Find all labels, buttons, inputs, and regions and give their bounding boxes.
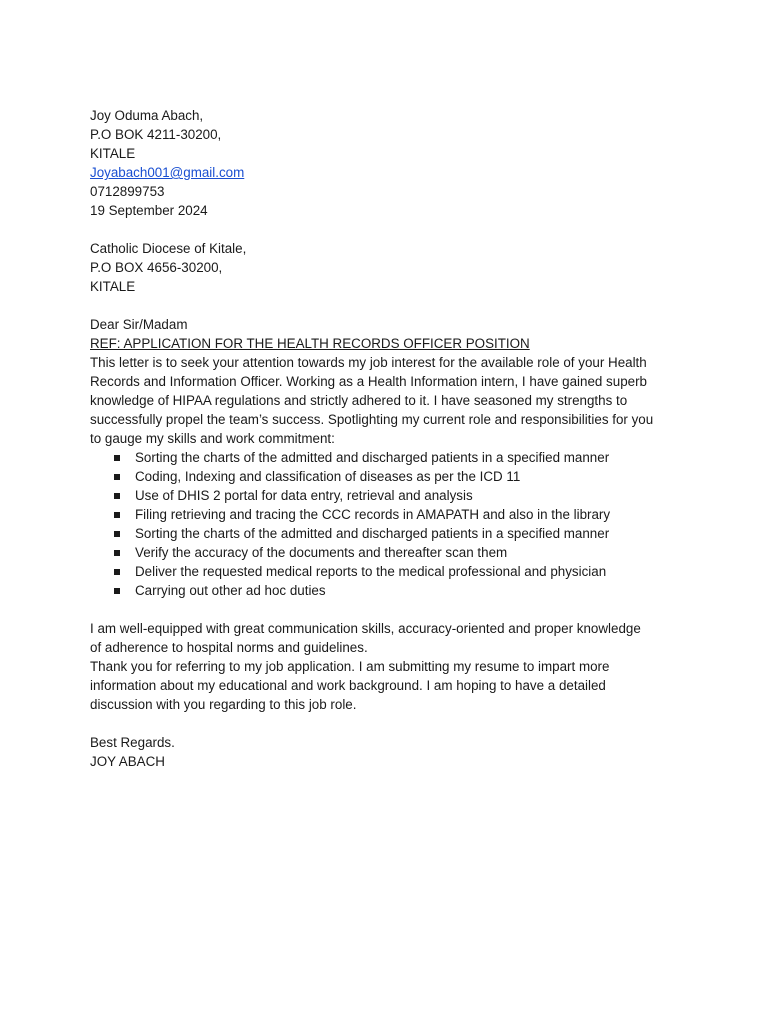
recipient-name: Catholic Diocese of Kitale, [90,241,247,256]
list-item: Use of DHIS 2 portal for data entry, retrieval and analysis [135,486,690,505]
list-item: Carrying out other ad hoc duties [135,581,690,600]
recipient-block [90,239,690,296]
square-bullet-icon [114,493,120,499]
sender-email-link[interactable]: Joyabach001@gmail.com [90,165,245,180]
square-bullet-icon [114,588,120,594]
letter-date: 19 September 2024 [90,203,208,218]
list-item: Coding, Indexing and classification of diseases as per the ICD 11 [135,467,690,486]
list-item: Deliver the requested medical reports to the medical professional and physician [135,562,690,581]
square-bullet-icon [114,550,120,556]
intro-line: This letter is to seek your attention towards my job interest for the available role of your Health [90,355,647,370]
recipient-address: P.O BOX 4656-30200, [90,260,223,275]
sign-off: Best Regards. [90,735,175,750]
sender-block [90,106,690,220]
closing-line: information about my educational and work background. I am hoping to have a detailed [90,678,606,693]
cover-letter [90,106,690,771]
signature-name: JOY ABACH [90,754,165,769]
skills-line: of adherence to hospital norms and guidelines. [90,640,368,655]
intro-line: successfully propel the team’s success. Spotlighting my current role and responsibilities for you [90,412,654,427]
intro-line: to gauge my skills and work commitment: [90,431,335,446]
square-bullet-icon [114,474,120,480]
sender-name: Joy Oduma Abach, [90,108,204,123]
recipient-town: KITALE [90,279,136,294]
skills-line: I am well-equipped with great communication skills, accuracy-oriented and proper knowledge [90,621,641,636]
sender-town: KITALE [90,146,136,161]
intro-paragraph [90,353,690,448]
sender-phone: 0712899753 [90,184,165,199]
skills-paragraph [90,619,690,657]
square-bullet-icon [114,531,120,537]
square-bullet-icon [114,512,120,518]
intro-line: Records and Information Officer. Working as a Health Information intern, I have gained superb [90,374,648,389]
list-item: Sorting the charts of the admitted and discharged patients in a specified manner [135,524,690,543]
sender-address: P.O BOK 4211-30200, [90,127,222,142]
duties-list [90,448,690,600]
closing-line: Thank you for referring to my job application. I am submitting my resume to impart more [90,659,610,674]
list-item: Sorting the charts of the admitted and discharged patients in a specified manner [135,448,690,467]
reference-line: REF: APPLICATION FOR THE HEALTH RECORDS OFFICER POSITION [90,336,530,351]
intro-line: knowledge of HIPAA regulations and strictly adhered to it. I have seasoned my strengths to [90,393,628,408]
salutation: Dear Sir/Madam [90,317,188,332]
closing-line: discussion with you regarding to this job role. [90,697,357,712]
square-bullet-icon [114,455,120,461]
list-item: Filing retrieving and tracing the CCC records in AMAPATH and also in the library [135,505,690,524]
square-bullet-icon [114,569,120,575]
closing-paragraph [90,657,690,714]
list-item: Verify the accuracy of the documents and thereafter scan them [135,543,690,562]
